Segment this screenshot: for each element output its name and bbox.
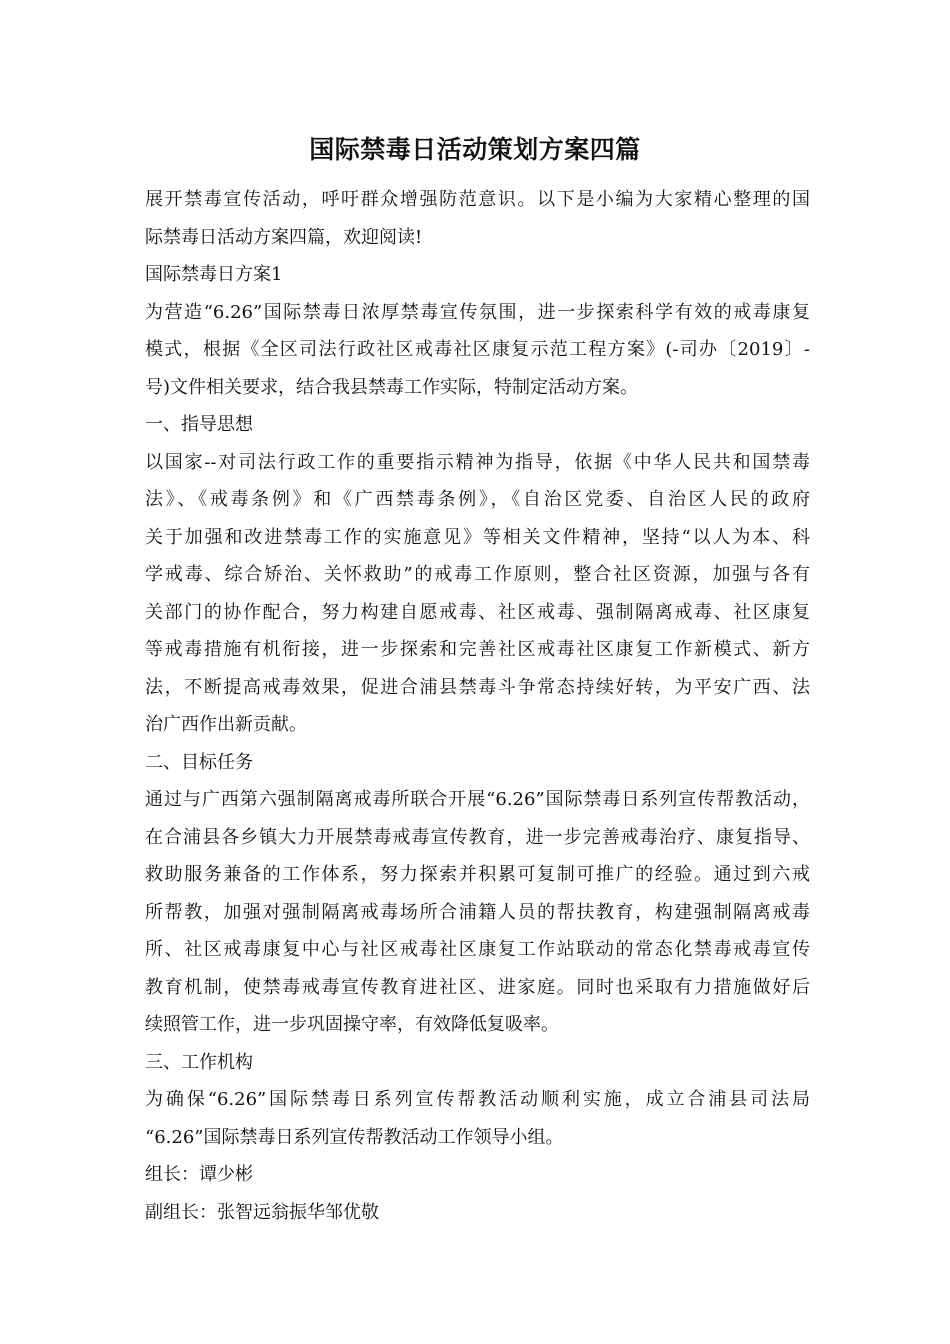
paragraph-line: 教育机制，使禁毒戒毒宣传教育进社区、进家庭。同时也采取有力措施做好后 <box>145 976 810 998</box>
paragraph-line: 等戒毒措施有机衔接，进一步探索和完善社区戒毒社区康复工作新模式、新方 <box>145 639 810 660</box>
paragraph-line: 际禁毒日活动方案四篇，欢迎阅读! <box>145 226 423 248</box>
paragraph-line: 学戒毒、综合矫治、关怀救助”的戒毒工作原则，整合社区资源，加强与各有 <box>145 564 810 585</box>
paragraph-line: 为营造“6.26”国际禁毒日浓厚禁毒宣传氛围，进一步探索科学有效的戒毒康复 <box>145 301 810 323</box>
paragraph-line: 以国家--对司法行政工作的重要指示精神为指导，依据《中华人民共和国禁毒 <box>145 451 810 473</box>
document-body <box>145 181 810 1231</box>
paragraph-line: 号)文件相关要求，结合我县禁毒工作实际，特制定活动方案。 <box>145 376 639 398</box>
paragraph-line: 法，不断提高戒毒效果，促进合浦县禁毒斗争常态持续好转，为平安广西、法 <box>145 676 810 698</box>
section-heading: 三、工作机构 <box>145 1051 253 1073</box>
paragraph-line: 展开禁毒宣传活动，呼吁群众增强防范意识。以下是小编为大家精心整理的国 <box>145 189 810 210</box>
section-heading: 二、目标任务 <box>145 751 253 773</box>
paragraph-line: 为确保“6.26”国际禁毒日系列宣传帮教活动顺利实施，成立合浦县司法局 <box>145 1089 810 1110</box>
paragraph-line: 所帮教，加强对强制隔离戒毒场所合浦籍人员的帮扶教育，构建强制隔离戒毒 <box>145 901 810 923</box>
section-heading: 一、指导思想 <box>145 414 253 435</box>
paragraph-line: 法》、《戒毒条例》和《广西禁毒条例》，《自治区党委、自治区人民的政府 <box>145 489 810 510</box>
paragraph-line: 通过与广西第六强制隔离戒毒所联合开展“6.26”国际禁毒日系列宣传帮教活动， <box>145 789 810 810</box>
paragraph-line: 模式，根据《全区司法行政社区戒毒社区康复示范工程方案》(-司办〔2019〕- <box>145 339 810 360</box>
leader-line: 组长：谭少彬 <box>145 1164 253 1185</box>
paragraph-line: 治广西作出新贡献。 <box>145 714 307 735</box>
section-heading: 国际禁毒日方案1 <box>145 264 283 285</box>
document-title: 国际禁毒日活动策划方案四篇 <box>309 135 641 164</box>
paragraph-line: 所、社区戒毒康复中心与社区戒毒社区康复工作站联动的常态化禁毒戒毒宣传 <box>145 939 810 960</box>
paragraph-line: 救助服务兼备的工作体系，努力探索并积累可复制可推广的经验。通过到六戒 <box>145 864 810 885</box>
paragraph-line: 在合浦县各乡镇大力开展禁毒戒毒宣传教育，进一步完善戒毒治疗、康复指导、 <box>145 826 810 848</box>
paragraph-line: 关部门的协作配合，努力构建自愿戒毒、社区戒毒、强制隔离戒毒、社区康复 <box>145 601 810 623</box>
deputy-leader-line: 副组长：张智远翁振华邹优敬 <box>145 1201 379 1223</box>
paragraph-line: “6.26”国际禁毒日系列宣传帮教活动工作领导小组。 <box>145 1126 564 1148</box>
paragraph-line: 续照管工作，进一步巩固操守率，有效降低复吸率。 <box>145 1014 559 1035</box>
paragraph-line: 关于加强和改进禁毒工作的实施意见》等相关文件精神，坚持“以人为本、科 <box>145 526 810 548</box>
